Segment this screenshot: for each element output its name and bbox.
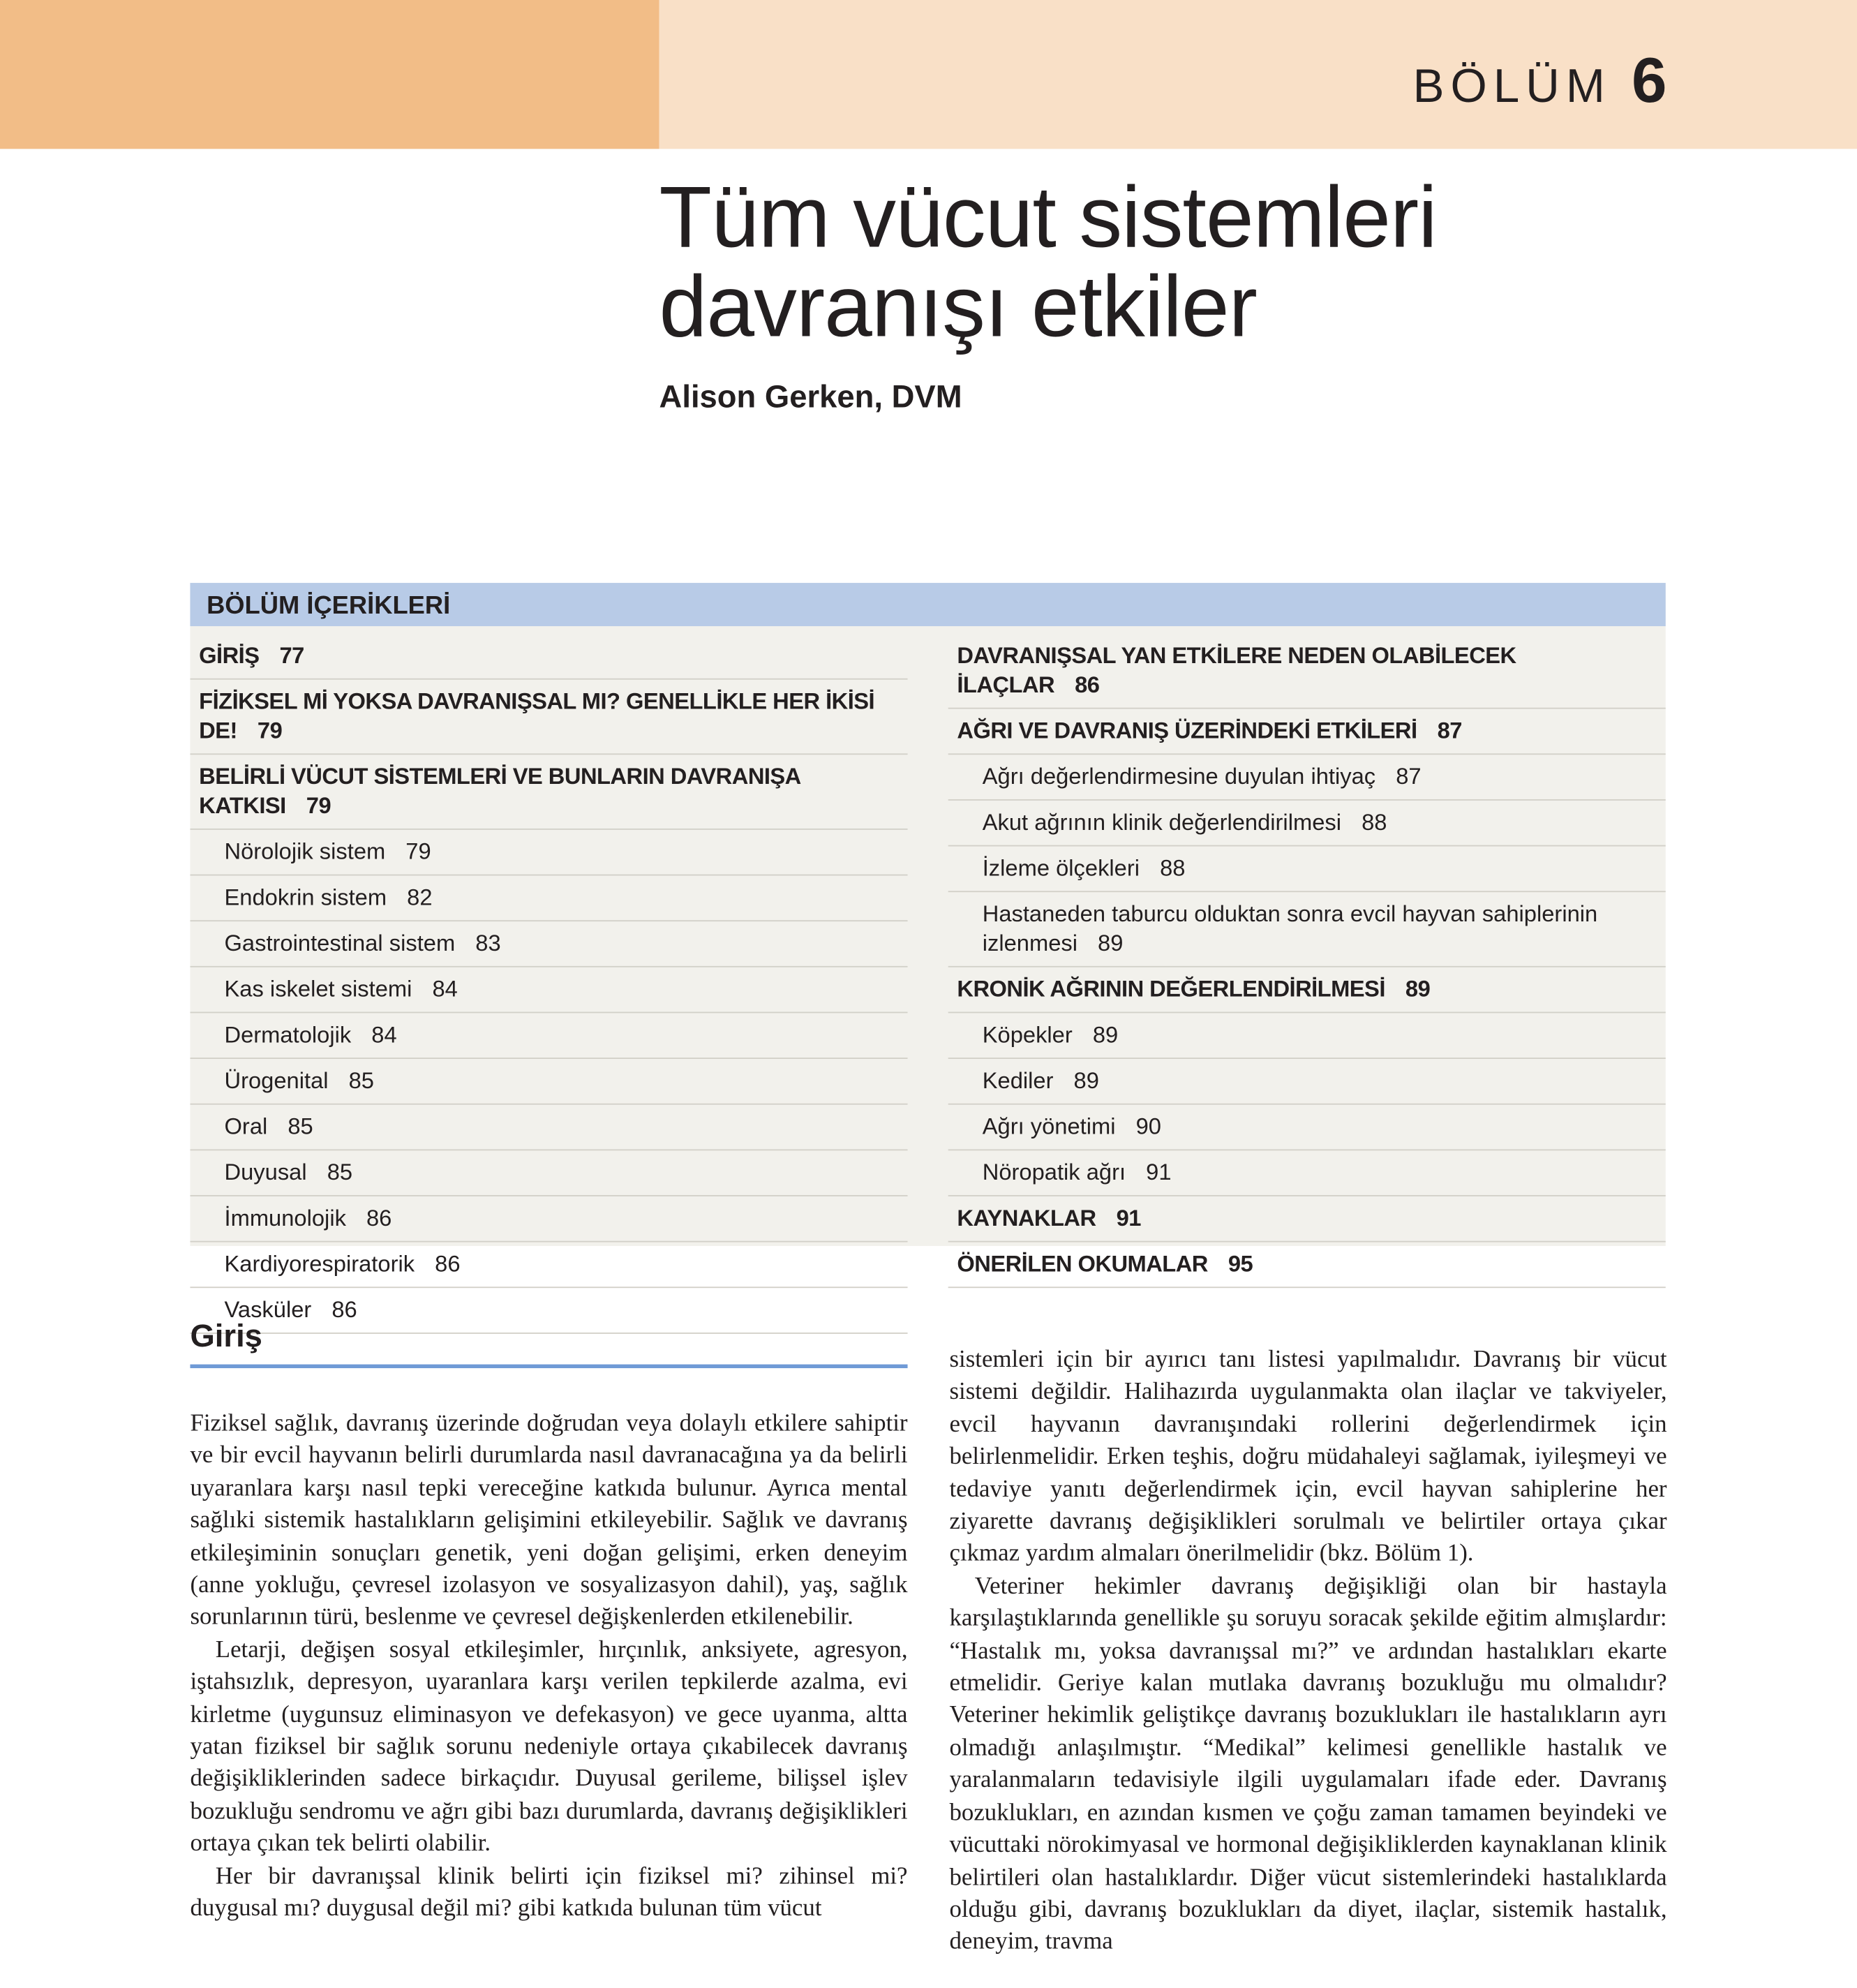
toc-entry[interactable] [948, 967, 1666, 1014]
toc-entry[interactable] [190, 1242, 907, 1289]
toc-entry-title: Kediler [982, 1067, 1054, 1094]
toc-entry-page: 89 [1098, 930, 1124, 956]
chapter-contents-heading: BÖLÜM İÇERİKLERİ [190, 583, 1665, 626]
toc-entry-page: 84 [371, 1022, 397, 1048]
toc-entry-page: 79 [405, 838, 431, 865]
chapter-title [659, 169, 1437, 355]
toc-entry-title: Kas iskelet sistemi [224, 976, 412, 1002]
toc-entry-title: KRONİK AĞRININ DEĞERLENDİRİLMESİ [957, 976, 1385, 1002]
toc-entry-page: 86 [435, 1251, 461, 1277]
toc-entry-page: 77 [279, 642, 304, 669]
toc-entry-page: 87 [1396, 763, 1422, 789]
chapter-number: 6 [1632, 44, 1667, 116]
toc-entry-page: 86 [331, 1296, 357, 1323]
toc-entry[interactable] [190, 634, 907, 680]
toc-entry-page: 86 [366, 1205, 392, 1231]
toc-entry-title: İmmunolojik [224, 1205, 346, 1231]
toc-entry[interactable] [190, 1150, 907, 1196]
toc-entry-page: 83 [475, 930, 501, 956]
toc-entry-title: Hastaneden taburcu olduktan sonra evcil hayvan sahiplerinin izlenmesi [982, 900, 1598, 956]
chapter-title-line-2: davranışı etkiler [659, 258, 1257, 355]
toc-right-column [948, 634, 1666, 1288]
toc-entry-title: Ağrı yönetimi [982, 1113, 1116, 1139]
toc-entry-page: 89 [1073, 1067, 1099, 1094]
chapter-label [1413, 43, 1667, 117]
toc-entry-page: 88 [1160, 855, 1186, 881]
toc-entry[interactable] [190, 680, 907, 755]
section-heading-giris: Giriş [190, 1319, 907, 1368]
toc-entry[interactable] [948, 755, 1666, 801]
toc-entry-title: GİRİŞ [199, 642, 260, 669]
toc-entry[interactable] [948, 846, 1666, 892]
chapter-title-line-1: Tüm vücut sistemleri [659, 169, 1437, 267]
toc-entry-title: Kardiyorespiratorik [224, 1251, 415, 1277]
body-paragraph: Fiziksel sağlık, davranış üzerinde doğrudan veya dolaylı etkilere sahiptir ve bir evcil hayvanın belirli durumlarda nasıl davranacağına ya da belirli uyaranlara karşı nasıl tepki vereceğine katkıda bulunur. Ayrıca mental sağlıki sistemik hastalıkların gelişimini etkileyebilir. Sağlık ve davranış etkileşiminin sonuçları genetik, yeni doğan gelişimi, erken deneyim (anne yokluğu, çevresel izolasyon ve sosyalizasyon dahil), yaş, sağlık sorunlarının türü, beslenme ve çevresel değişkenlerden etkilenebilir. [190, 1410, 908, 1631]
toc-entry-title: Gastrointestinal sistem [224, 930, 456, 956]
toc-entry[interactable] [948, 1242, 1666, 1289]
toc-entry[interactable] [948, 1196, 1666, 1242]
toc-entry-page: 91 [1146, 1159, 1172, 1185]
toc-entry-title: KAYNAKLAR [957, 1205, 1096, 1231]
toc-entry-page: 91 [1116, 1205, 1141, 1231]
toc-entry-title: Endokrin sistem [224, 884, 387, 910]
toc-entry[interactable] [948, 1150, 1666, 1196]
toc-entry-page: 79 [257, 718, 283, 743]
toc-entry-page: 88 [1362, 809, 1387, 836]
toc-entry[interactable] [190, 875, 907, 921]
toc-entry-page: 86 [1075, 672, 1100, 698]
toc-entry-title: FİZİKSEL Mİ YOKSA DAVRANIŞSAL MI? GENELLİKLE HER İKİSİ DE! [199, 688, 875, 743]
toc-entry-title: Dermatolojik [224, 1022, 352, 1048]
toc-entry-page: 85 [348, 1067, 374, 1094]
toc-entry-title: Vasküler [224, 1296, 312, 1323]
author-name: Alison Gerken, DVM [659, 379, 962, 415]
toc-entry-page: 84 [432, 976, 458, 1002]
body-paragraph: Letarji, değişen sosyal etkileşimler, hırçınlık, anksiyete, agresyon, iştahsızlık, depresyon, uyaranlara karşı verilen tepkilerde azalma, evi kirletme (uygunsuz eliminasyon ve defekasyon) ve gece uyanma, altta yatan fiziksel bir sağlık sorunu nedeniyle ortaya çıkabilecek davranış değişikliklerinden sadece birkaçıdır. Duyusal gerileme, bilişsel işlev bozukluğu sendromu ve ağrı gibi bazı durumlarda, davranış değişiklikleri ortaya çıkan tek belirti olabilir. [190, 1636, 908, 1857]
toc-left-column [190, 634, 907, 1334]
toc-entry[interactable] [190, 967, 907, 1014]
chapter-word: BÖLÜM [1412, 59, 1611, 112]
toc-entry-title: Ağrı değerlendirmesine duyulan ihtiyaç [982, 763, 1376, 789]
body-paragraph: Her bir davranışsal klinik belirti için fiziksel mi? zihinsel mi? duygusal mı? duygusal değil mi? gibi katkıda bulunan tüm vücut [190, 1862, 908, 1922]
toc-entry-page: 82 [407, 884, 433, 910]
toc-entry-title: Köpekler [982, 1022, 1073, 1048]
body-paragraph: Veteriner hekimler davranış değişikliği olan bir hastayla karşılaştıklarında genellikle şu soruyu soracak şekilde eğitim almışlardır: “Hastalık mı, yoksa davranışsal mı?” ve ardından hastalıkları ekarte etmelidir. Geriye kalan mutlaka davranış bozukluğu mu olmalıdır? Veteriner hekimlik geliştikçe davranış bozuklukları ile hastalıkların ayrı olmadığı anlaşılmıştır. “Medikal” kelimesi genellikle hastalık ve yaralanmaların tedavisiyle ilgili uygulamaları ifade eder. Davranış bozuklukları, en azından kısmen ve çoğu zaman tamamen beyindeki ve vücuttaki nörokimyasal ve hormonal değişikliklerden kaynaklanan klinik belirtileri olan hastalıklardır. Diğer vücut sistemlerindeki hastalıklarda olduğu gibi, davranış bozuklukları da diyet, ilaçlar, sistemik hastalık, deneyim, travma [949, 1573, 1667, 1956]
header-band-right [659, 0, 1857, 149]
toc-entry[interactable] [190, 1013, 907, 1059]
toc-entry[interactable] [948, 801, 1666, 847]
toc-entry-page: 79 [306, 792, 331, 819]
toc-entry-page: 89 [1092, 1022, 1119, 1048]
toc-entry-title: Nöropatik ağrı [982, 1159, 1126, 1185]
toc-entry-title: Ürogenital [224, 1067, 329, 1094]
toc-entry-title: BELİRLİ VÜCUT SİSTEMLERİ VE BUNLARIN DAVRANIŞA KATKISI [199, 763, 800, 819]
toc-entry-title: Oral [224, 1113, 268, 1139]
body-column-right [949, 1344, 1666, 1958]
toc-entry-title: DAVRANIŞSAL YAN ETKİLERE NEDEN OLABİLECEK İLAÇLAR [957, 642, 1516, 698]
toc-entry[interactable] [948, 709, 1666, 755]
toc-entry[interactable] [948, 1105, 1666, 1151]
toc-entry-title: AĞRI VE DAVRANIŞ ÜZERİNDEKİ ETKİLERİ [957, 718, 1417, 743]
toc-entry[interactable] [190, 1059, 907, 1105]
toc-entry-page: 90 [1135, 1113, 1161, 1139]
toc-entry-page: 85 [327, 1159, 353, 1185]
toc-entry-page: 89 [1405, 976, 1431, 1002]
toc-entry[interactable] [948, 634, 1666, 709]
toc-entry-page: 85 [288, 1113, 313, 1139]
toc-entry-page: 87 [1437, 718, 1462, 743]
toc-entry[interactable] [190, 1105, 907, 1151]
toc-entry[interactable] [190, 755, 907, 830]
chapter-contents-box [190, 583, 1665, 1323]
toc-entry[interactable] [948, 1013, 1666, 1059]
body-column-left [190, 1408, 907, 1925]
toc-entry-title: ÖNERİLEN OKUMALAR [957, 1251, 1208, 1277]
toc-entry[interactable] [190, 1196, 907, 1242]
toc-entry-title: Nörolojik sistem [224, 838, 386, 865]
toc-entry-title: Akut ağrının klinik değerlendirilmesi [982, 809, 1342, 836]
toc-entry-title: Duyusal [224, 1159, 307, 1185]
body-paragraph: sistemleri için bir ayırıcı tanı listesi yapılmalıdır. Davranış bir vücut sistemi değildir. Halihazırda uygulanmakta olan ilaçlar ve takviyeler, evcil hayvanın davranışındaki rollerini değerlendirmek için belirlenmelidir. Erken teşhis, doğru müdahaleyi sağlamak, iyileşmeyi ve tedaviye yanıtı değerlendirmek için, evcil hayvan sahiplerine her ziyarette davranış değişiklikleri sorulmalı ve belirtiler ortaya çıkar çıkmaz yardım almaları önerilmelidir (bkz. Bölüm 1). [949, 1347, 1667, 1568]
toc-entry-title: İzleme ölçekleri [982, 855, 1140, 881]
toc-entry-page: 95 [1228, 1251, 1253, 1277]
toc-entry[interactable] [190, 830, 907, 876]
toc-entry[interactable] [190, 921, 907, 967]
toc-entry[interactable] [948, 892, 1666, 967]
header-band-left [0, 0, 659, 149]
toc-entry[interactable] [948, 1059, 1666, 1105]
